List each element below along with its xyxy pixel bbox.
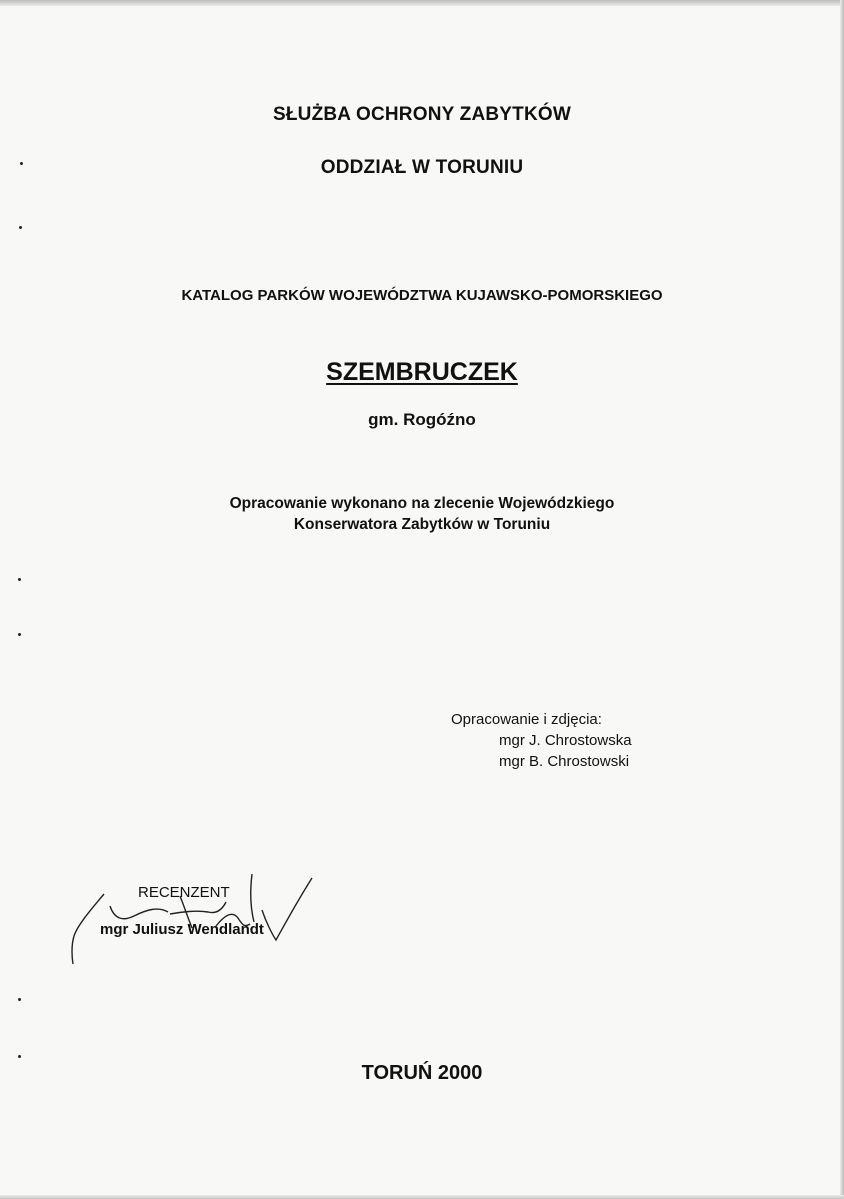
scan-speck (18, 1055, 21, 1058)
scan-speck (18, 998, 21, 1001)
scan-top-edge (0, 0, 844, 6)
branch-name: ODDZIAŁ W TORUNIU (320, 157, 524, 178)
authors-block (451, 709, 632, 772)
gmina-name: gm. Rogóźno (368, 410, 476, 429)
handwritten-signature (66, 866, 326, 966)
document-title (0, 358, 844, 387)
scan-bottom-edge (0, 1195, 844, 1199)
reviewer-label: RECENZENT (138, 884, 230, 901)
author-name: mgr J. Chrostowska (499, 732, 632, 749)
author-name: mgr B. Chrostowski (499, 753, 630, 770)
commission-line-2: Konserwatora Zabytków w Toruniu (293, 516, 551, 533)
place-name: SZEMBRUCZEK (326, 358, 518, 386)
place-and-date: TORUŃ 2000 (361, 1062, 483, 1084)
scan-speck (19, 226, 22, 229)
authors-label: Opracowanie i zdjęcia: (451, 711, 602, 728)
institution-name: SŁUŻBA OCHRONY ZABYTKÓW (272, 104, 572, 125)
scan-speck (18, 633, 21, 636)
catalog-title: KATALOG PARKÓW WOJEWÓDZTWA KUJAWSKO-POMORSKIEGO (181, 287, 663, 304)
commission-line-1: Opracowanie wykonano na zlecenie Wojewódzkiego (229, 495, 615, 512)
scan-speck (18, 578, 21, 581)
reviewer-name: mgr Juliusz Wendlandt (100, 921, 264, 938)
scan-right-edge (840, 0, 844, 1199)
